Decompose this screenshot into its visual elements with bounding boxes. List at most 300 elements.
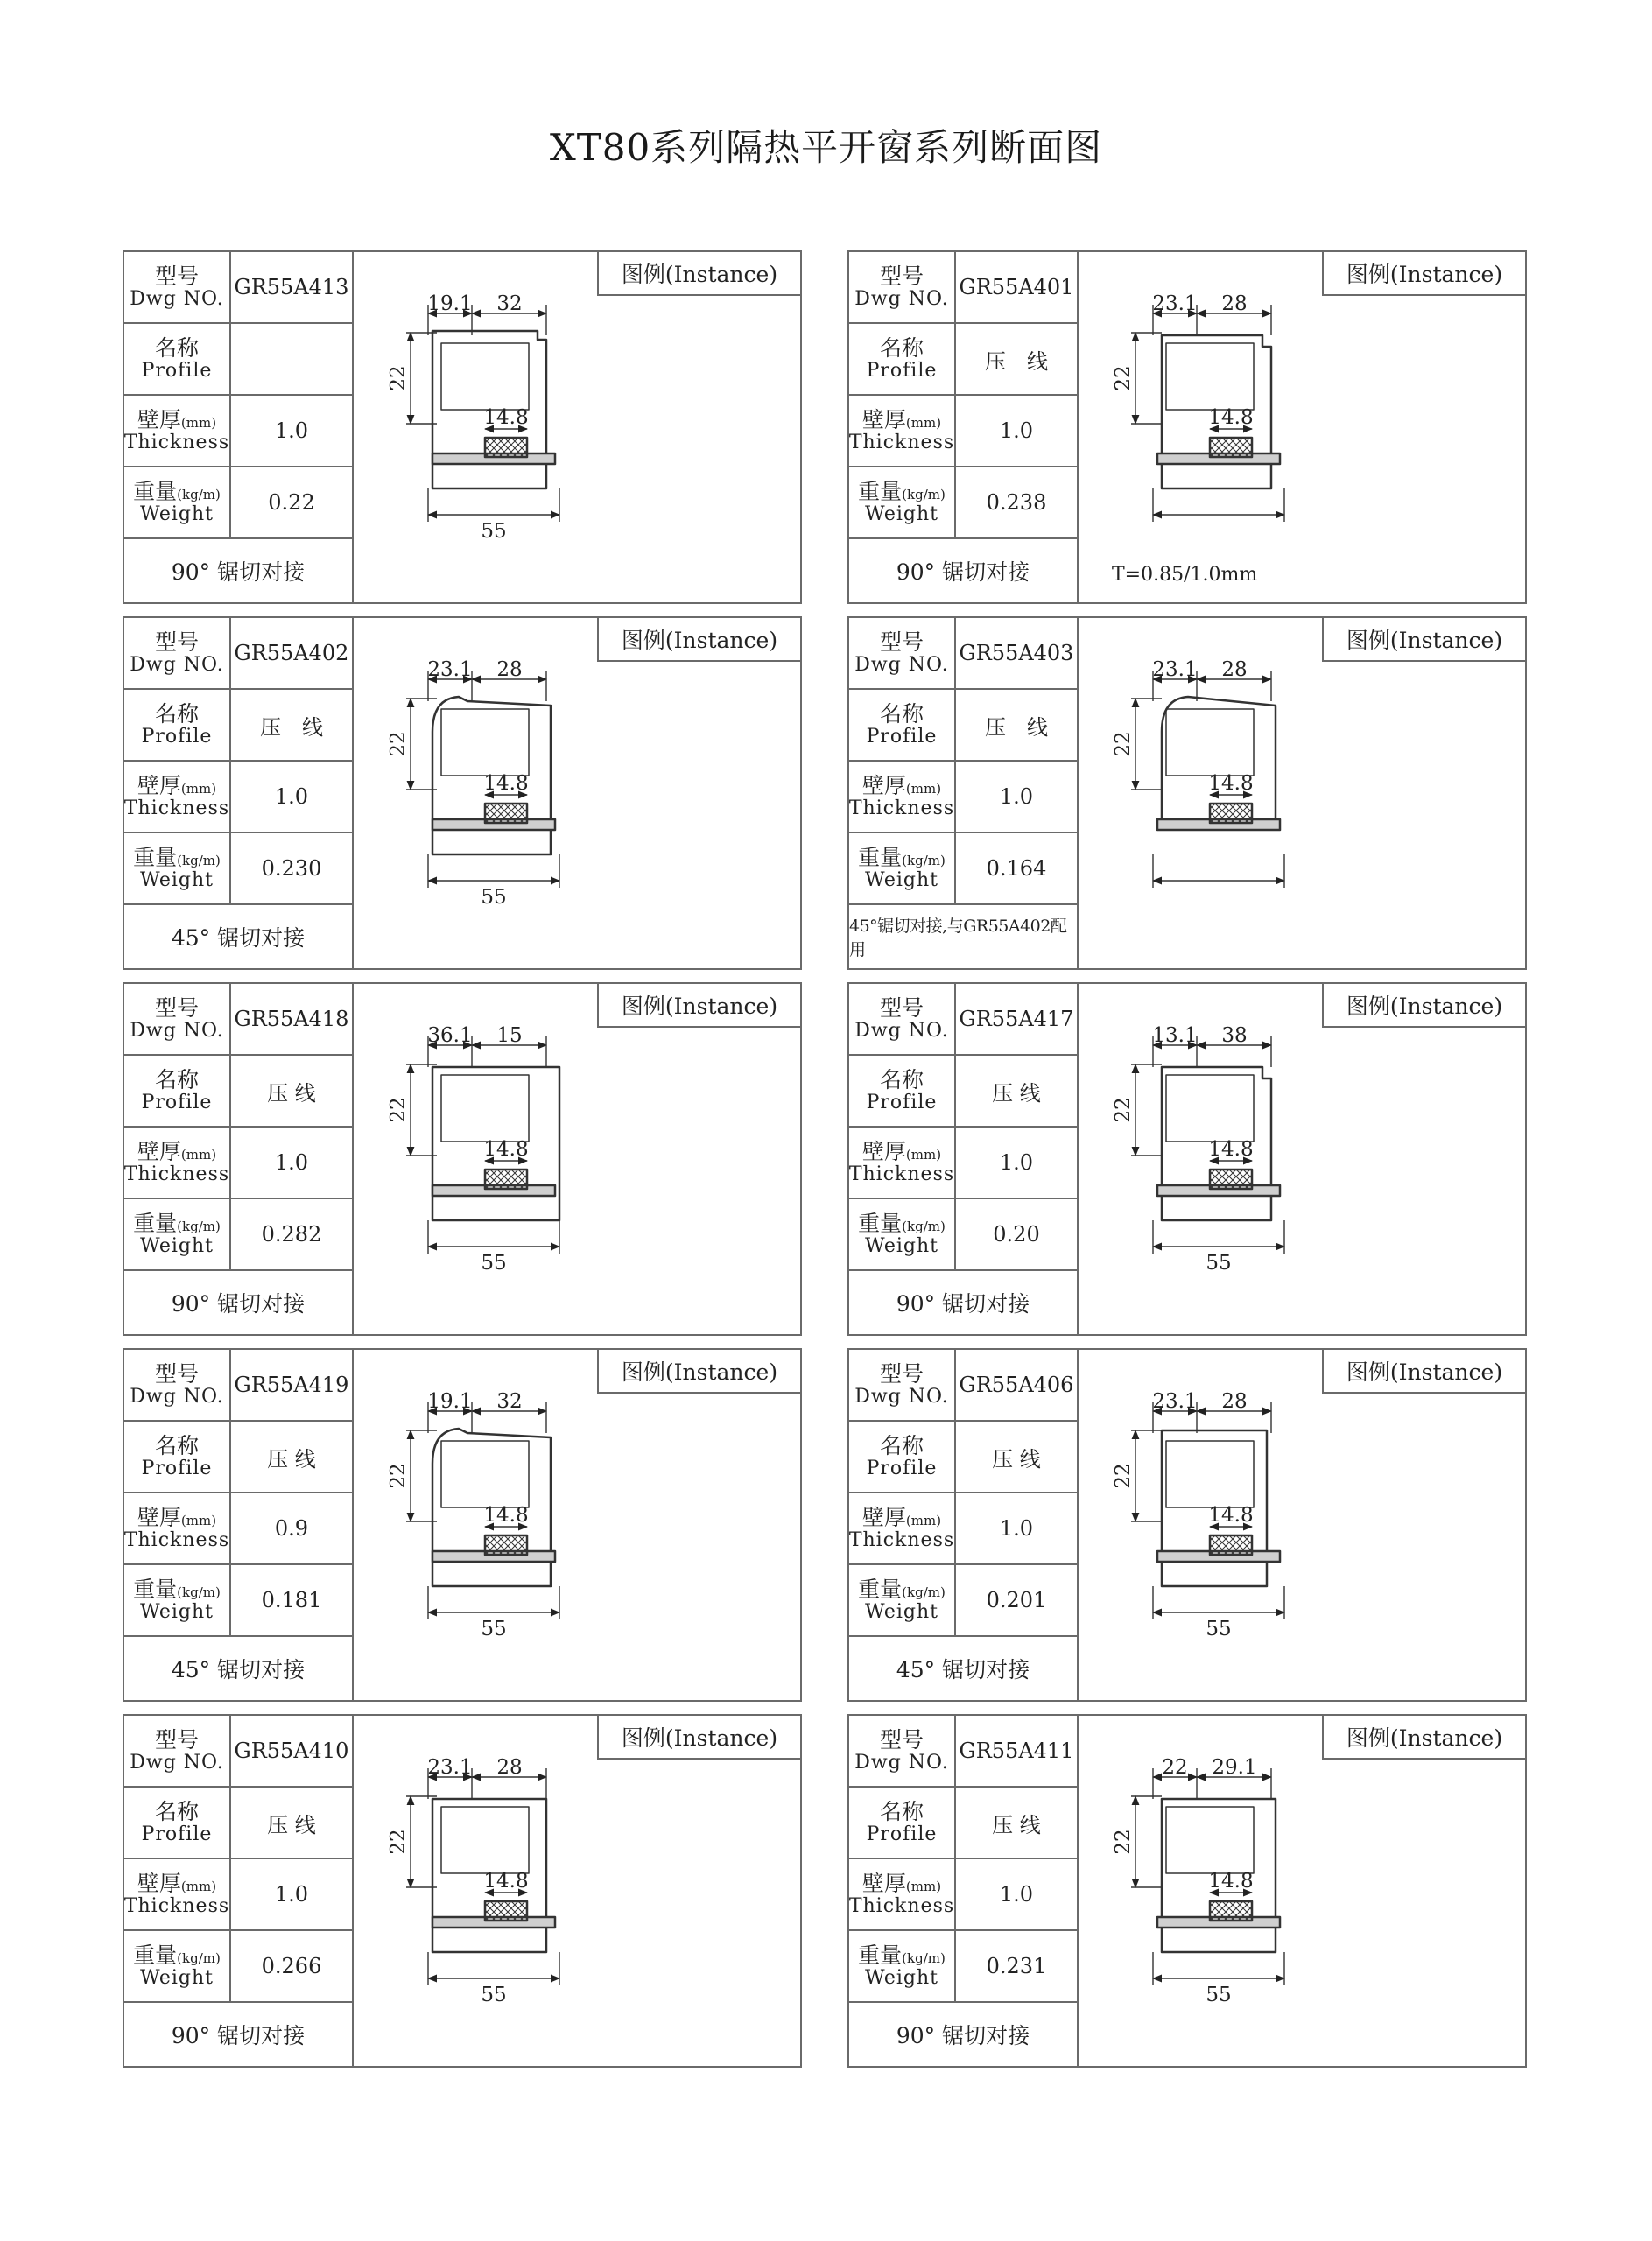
dim-height: 22 — [387, 1829, 410, 1855]
thermal-break-strip — [485, 1535, 527, 1555]
dwg-row — [849, 984, 1077, 1056]
cut-note: 45° 锯切对接 — [896, 1657, 1030, 1683]
profile-card-gr55a406 — [847, 1348, 1527, 1702]
dim-top-right: 28 — [1221, 1390, 1248, 1413]
profile-label-zh: 名称 — [154, 1799, 199, 1825]
dwg-label-zh: 型号 — [879, 995, 924, 1022]
profile-row — [124, 690, 352, 762]
profile-inner-chamber — [1166, 343, 1254, 410]
profile-row — [124, 324, 352, 396]
weight-row — [849, 1931, 1077, 2003]
dwg-label-zh: 型号 — [154, 263, 199, 290]
profile-label-zh: 名称 — [879, 335, 924, 362]
dwg-row — [124, 1350, 352, 1422]
dwg-label-zh: 型号 — [154, 629, 199, 656]
dwg-label-zh: 型号 — [154, 1727, 199, 1753]
dwg-row — [849, 1716, 1077, 1788]
weight-label — [124, 1199, 231, 1269]
spec-table — [849, 1716, 1079, 2066]
weight-zh-text: 重量 — [858, 845, 903, 871]
weight-unit: (kg/m) — [177, 487, 221, 503]
instance-label: 图例(Instance) — [1322, 618, 1525, 662]
weight-unit: (kg/m) — [902, 1950, 946, 1967]
dwg-value: GR55A401 — [959, 275, 1074, 299]
profile-value: 压 线 — [267, 1812, 316, 1837]
dwg-label-en: Dwg NO. — [130, 1751, 224, 1774]
weight-label-zh — [133, 480, 221, 504]
weight-value: 0.266 — [261, 1954, 322, 1978]
profile-card-gr55a403 — [847, 616, 1527, 970]
profile-label-en: Profile — [141, 725, 213, 748]
instance-label: 图例(Instance) — [597, 984, 800, 1028]
dwg-label — [849, 984, 956, 1054]
dwg-label-en: Dwg NO. — [130, 1385, 224, 1408]
dim-top-left: 23.1 — [427, 658, 473, 681]
profile-label-en: Profile — [141, 359, 213, 382]
dwg-value: GR55A418 — [234, 1007, 349, 1031]
profile-label-zh: 名称 — [879, 1799, 924, 1825]
thermal-break-strip — [485, 1170, 527, 1189]
thickness-label-en: Thickness — [123, 431, 230, 453]
profile-label-en: Profile — [866, 1457, 938, 1479]
thickness-label-en: Thickness — [123, 1163, 230, 1185]
thickness-label-zh — [137, 408, 216, 432]
weight-row — [124, 1565, 352, 1637]
dwg-label-zh: 型号 — [879, 263, 924, 290]
thickness-value: 1.0 — [274, 784, 309, 809]
weight-row — [849, 1199, 1077, 1271]
weight-value: 0.238 — [986, 490, 1047, 515]
profile-value: 压 线 — [260, 714, 323, 740]
dim-middle: 14.8 — [1208, 1870, 1254, 1893]
thickness-label — [124, 762, 231, 832]
instance-label: 图例(Instance) — [597, 1716, 800, 1760]
profile-label — [849, 690, 956, 760]
dim-top-right: 38 — [1221, 1024, 1248, 1047]
dwg-row — [124, 1716, 352, 1788]
spec-table — [849, 252, 1079, 602]
profile-drawing — [1079, 618, 1527, 968]
weight-zh-text: 重量 — [133, 845, 178, 871]
profile-drawing — [1079, 1716, 1527, 2066]
thickness-label — [849, 1128, 956, 1198]
instance-label: 图例(Instance) — [1322, 1716, 1525, 1760]
profile-label-en: Profile — [866, 359, 938, 382]
weight-label-zh — [858, 1943, 946, 1968]
thickness-zh-text: 壁厚 — [137, 1871, 181, 1897]
dim-middle: 14.8 — [1208, 772, 1254, 795]
thermal-break-strip — [1210, 1535, 1252, 1555]
dwg-row — [124, 252, 352, 324]
thickness-label-en: Thickness — [848, 1894, 955, 1917]
thickness-zh-text: 壁厚 — [861, 1871, 906, 1897]
profile-label-en: Profile — [866, 725, 938, 748]
weight-label-en: Weight — [865, 502, 938, 525]
thickness-unit: (mm) — [905, 781, 942, 797]
dim-width: 55 — [481, 1618, 507, 1640]
thickness-label-en: Thickness — [123, 797, 230, 819]
weight-label-zh — [858, 846, 946, 870]
dim-top-right: 32 — [496, 292, 523, 315]
dwg-label-zh: 型号 — [879, 1361, 924, 1387]
instance-label: 图例(Instance) — [597, 618, 800, 662]
profile-label — [849, 1056, 956, 1126]
profile-label-en: Profile — [141, 1457, 213, 1479]
weight-unit: (kg/m) — [902, 1219, 946, 1235]
thermal-break-strip — [1210, 1901, 1252, 1921]
thermal-break-strip — [1210, 804, 1252, 823]
thickness-zh-text: 壁厚 — [861, 1505, 906, 1531]
dim-height: 22 — [1112, 1463, 1135, 1489]
profile-label-zh: 名称 — [154, 1067, 199, 1093]
spec-table — [124, 618, 354, 968]
thickness-label-en: Thickness — [848, 797, 955, 819]
profile-label-en: Profile — [141, 1823, 213, 1845]
profile-card-gr55a413 — [123, 250, 802, 604]
profile-label — [124, 324, 231, 394]
weight-row — [849, 467, 1077, 539]
thickness-label-zh — [137, 1140, 216, 1164]
dim-top-left: 36.1 — [427, 1024, 473, 1047]
weight-label — [849, 467, 956, 537]
dim-height: 22 — [1112, 731, 1135, 757]
thickness-label-en: Thickness — [123, 1894, 230, 1917]
thickness-zh-text: 壁厚 — [861, 407, 906, 433]
dwg-label — [124, 252, 231, 322]
thickness-row — [849, 762, 1077, 833]
dim-middle: 14.8 — [483, 406, 529, 429]
weight-value: 0.20 — [993, 1222, 1040, 1247]
thickness-label-zh — [862, 1506, 941, 1530]
profile-label-zh: 名称 — [154, 1433, 199, 1459]
profile-inner-chamber — [441, 343, 529, 410]
weight-unit: (kg/m) — [902, 1584, 946, 1601]
thickness-row — [849, 1493, 1077, 1565]
thermal-break-strip — [485, 1901, 527, 1921]
weight-label-en: Weight — [140, 868, 214, 891]
profile-inner-chamber — [1166, 1441, 1254, 1507]
profile-value: 压 线 — [985, 714, 1048, 740]
dwg-label — [124, 618, 231, 688]
cut-note: 90° 锯切对接 — [896, 1291, 1030, 1317]
thickness-unit: (mm) — [180, 1147, 217, 1163]
profile-inner-chamber — [1166, 1807, 1254, 1873]
dwg-label-en: Dwg NO. — [130, 653, 224, 676]
thickness-note: T=0.85/1.0mm — [1112, 564, 1258, 586]
thickness-label-zh — [862, 1140, 941, 1164]
dwg-label — [849, 618, 956, 688]
weight-label-zh — [858, 1577, 946, 1602]
profile-shape — [1157, 697, 1280, 830]
cut-note: 90° 锯切对接 — [896, 559, 1030, 585]
dim-top-left: 13.1 — [1152, 1024, 1198, 1047]
profile-row — [124, 1056, 352, 1128]
thickness-label-en: Thickness — [848, 1528, 955, 1551]
dwg-value: GR55A417 — [959, 1007, 1074, 1031]
thickness-row — [124, 1128, 352, 1199]
thermal-break-strip — [485, 438, 527, 457]
dim-top-right: 32 — [496, 1390, 523, 1413]
profile-card-gr55a418 — [123, 982, 802, 1336]
profile-card-gr55a410 — [123, 1714, 802, 2068]
dwg-row — [849, 1350, 1077, 1422]
dim-top-right: 29.1 — [1212, 1756, 1257, 1779]
dim-height: 22 — [1112, 365, 1135, 391]
weight-label-zh — [133, 1943, 221, 1968]
profile-value: 压 线 — [267, 1446, 316, 1472]
thickness-label — [124, 396, 231, 466]
thickness-label — [124, 1128, 231, 1198]
dwg-label — [849, 1716, 956, 1786]
profile-label-zh: 名称 — [879, 1433, 924, 1459]
profile-row — [124, 1422, 352, 1493]
thickness-label-en: Thickness — [848, 1163, 955, 1185]
instance-label: 图例(Instance) — [597, 252, 800, 296]
thickness-label-zh — [137, 1872, 216, 1896]
dim-width: 55 — [481, 520, 507, 543]
thickness-unit: (mm) — [180, 1879, 217, 1895]
dim-middle: 14.8 — [483, 1870, 529, 1893]
thickness-value: 1.0 — [274, 1150, 309, 1175]
profile-value: 压 线 — [267, 1080, 316, 1106]
weight-label-en: Weight — [140, 1600, 214, 1623]
dim-top-right: 28 — [496, 1756, 523, 1779]
dim-top-left: 23.1 — [1152, 658, 1198, 681]
dim-width: 55 — [1206, 1984, 1232, 2006]
thickness-row — [849, 1128, 1077, 1199]
dwg-row — [124, 984, 352, 1056]
dim-top-left: 23.1 — [1152, 292, 1198, 315]
cut-note: 90° 锯切对接 — [896, 2023, 1030, 2048]
thickness-label-en: Thickness — [848, 431, 955, 453]
cut-note: 45°锯切对接,与GR55A402配用 — [849, 917, 1067, 959]
dwg-label-zh: 型号 — [154, 1361, 199, 1387]
weight-zh-text: 重量 — [858, 479, 903, 505]
thickness-label-zh — [862, 408, 941, 432]
profile-card-gr55a411 — [847, 1714, 1527, 2068]
weight-row — [124, 467, 352, 539]
profile-label — [124, 690, 231, 760]
profile-label — [124, 1056, 231, 1126]
dwg-label — [124, 984, 231, 1054]
dim-top-right: 28 — [1221, 658, 1248, 681]
profile-inner-chamber — [441, 1807, 529, 1873]
instance-label: 图例(Instance) — [1322, 1350, 1525, 1394]
weight-value: 0.22 — [268, 490, 315, 515]
thickness-zh-text: 壁厚 — [861, 1139, 906, 1165]
instance-label: 图例(Instance) — [1322, 984, 1525, 1028]
dim-width: 55 — [1206, 1618, 1232, 1640]
instance-label: 图例(Instance) — [597, 1350, 800, 1394]
profile-drawing — [354, 252, 802, 602]
thermal-break-strip — [1210, 438, 1252, 457]
dwg-value: GR55A406 — [959, 1373, 1074, 1397]
dim-width: 55 — [481, 1984, 507, 2006]
spec-table — [124, 984, 354, 1334]
profile-label-en: Profile — [141, 1091, 213, 1113]
profile-card-gr55a402 — [123, 616, 802, 970]
weight-label — [849, 1931, 956, 2001]
weight-zh-text: 重量 — [858, 1211, 903, 1237]
profile-card-gr55a417 — [847, 982, 1527, 1336]
profile-label-en: Profile — [866, 1823, 938, 1845]
page-title: XT80系列隔热平开窗系列断面图 — [549, 126, 1103, 169]
weight-row — [124, 1931, 352, 2003]
weight-label-en: Weight — [865, 1234, 938, 1257]
dim-height: 22 — [387, 731, 410, 757]
weight-zh-text: 重量 — [133, 1577, 178, 1603]
weight-label-en: Weight — [865, 868, 938, 891]
profile-inner-chamber — [1166, 709, 1254, 776]
dwg-row — [849, 618, 1077, 690]
thickness-value: 1.0 — [999, 1150, 1034, 1175]
weight-row — [849, 833, 1077, 905]
dim-top-left: 19.1 — [427, 1390, 473, 1413]
profile-row — [849, 324, 1077, 396]
thickness-zh-text: 壁厚 — [137, 1139, 181, 1165]
thickness-label-zh — [137, 774, 216, 798]
profile-row — [849, 1056, 1077, 1128]
weight-value: 0.201 — [986, 1588, 1047, 1612]
profile-drawing — [354, 1716, 802, 2066]
dim-middle: 14.8 — [1208, 1504, 1254, 1527]
dwg-label-en: Dwg NO. — [130, 287, 224, 310]
weight-label — [849, 1199, 956, 1269]
weight-value: 0.181 — [261, 1588, 322, 1612]
dwg-row — [849, 252, 1077, 324]
spec-table — [124, 252, 354, 602]
dim-middle: 14.8 — [483, 1138, 529, 1161]
profile-row — [124, 1788, 352, 1859]
thickness-row — [849, 396, 1077, 467]
thickness-value: 1.0 — [274, 1882, 309, 1907]
thickness-unit: (mm) — [905, 1513, 942, 1529]
thickness-value: 1.0 — [274, 418, 309, 443]
dim-middle: 14.8 — [483, 772, 529, 795]
dim-width: 55 — [481, 1252, 507, 1275]
weight-unit: (kg/m) — [177, 1219, 221, 1235]
dwg-label — [849, 1350, 956, 1420]
profile-drawing — [354, 618, 802, 968]
dim-height: 22 — [387, 1097, 410, 1123]
profile-drawing — [1079, 984, 1527, 1334]
weight-value: 0.164 — [986, 856, 1047, 881]
dwg-label — [124, 1350, 231, 1420]
dim-height: 22 — [387, 365, 410, 391]
weight-label — [849, 833, 956, 903]
profile-row — [849, 1788, 1077, 1859]
instance-label: 图例(Instance) — [1322, 252, 1525, 296]
profile-card-gr55a401 — [847, 250, 1527, 604]
profile-inner-chamber — [441, 1075, 529, 1142]
weight-zh-text: 重量 — [858, 1577, 903, 1603]
profile-inner-chamber — [441, 709, 529, 776]
cut-note: 90° 锯切对接 — [171, 1291, 306, 1317]
profile-inner-chamber — [1166, 1075, 1254, 1142]
profile-label-zh: 名称 — [154, 701, 199, 727]
cut-note: 90° 锯切对接 — [171, 559, 306, 585]
dwg-value: GR55A403 — [959, 641, 1074, 665]
spec-table — [124, 1716, 354, 2066]
weight-row — [849, 1565, 1077, 1637]
profile-label-zh: 名称 — [154, 335, 199, 362]
weight-label — [849, 1565, 956, 1635]
dwg-value: GR55A411 — [959, 1739, 1074, 1763]
weight-label — [124, 1931, 231, 2001]
spec-table — [849, 1350, 1079, 1700]
dwg-row — [124, 618, 352, 690]
weight-unit: (kg/m) — [902, 487, 946, 503]
dim-width: 55 — [481, 886, 507, 909]
dim-top-left: 22 — [1162, 1756, 1188, 1779]
weight-label-zh — [133, 1577, 221, 1602]
weight-zh-text: 重量 — [133, 1211, 178, 1237]
weight-unit: (kg/m) — [902, 853, 946, 869]
profile-label-en: Profile — [866, 1091, 938, 1113]
thickness-row — [124, 1859, 352, 1931]
weight-zh-text: 重量 — [133, 1942, 178, 1969]
dwg-label — [849, 252, 956, 322]
weight-label-zh — [133, 846, 221, 870]
profile-value: 压 线 — [985, 348, 1048, 374]
cut-note: 90° 锯切对接 — [171, 2023, 306, 2048]
weight-label — [124, 467, 231, 537]
dwg-label-en: Dwg NO. — [854, 1019, 949, 1042]
thickness-label — [124, 1859, 231, 1929]
thickness-value: 1.0 — [999, 418, 1034, 443]
thickness-label-zh — [862, 774, 941, 798]
thickness-unit: (mm) — [905, 1879, 942, 1895]
thickness-label — [124, 1493, 231, 1563]
dim-middle: 14.8 — [483, 1504, 529, 1527]
dwg-label-zh: 型号 — [879, 1727, 924, 1753]
profile-drawing — [354, 984, 802, 1334]
weight-unit: (kg/m) — [177, 1584, 221, 1601]
cut-note: 45° 锯切对接 — [171, 925, 306, 951]
weight-label-en: Weight — [865, 1600, 938, 1623]
weight-label — [124, 1565, 231, 1635]
dwg-label-en: Dwg NO. — [854, 1385, 949, 1408]
weight-unit: (kg/m) — [177, 853, 221, 869]
thickness-unit: (mm) — [905, 415, 942, 432]
dwg-value: GR55A419 — [234, 1373, 349, 1397]
thickness-label — [849, 1859, 956, 1929]
thickness-label-zh — [862, 1872, 941, 1896]
profile-drawing — [1079, 1350, 1527, 1700]
dwg-label-en: Dwg NO. — [130, 1019, 224, 1042]
dwg-value: GR55A402 — [234, 641, 349, 665]
profile-label — [849, 324, 956, 394]
dim-height: 22 — [387, 1463, 410, 1489]
profile-value — [231, 324, 352, 394]
dim-top-left: 19.1 — [427, 292, 473, 315]
dim-top-left: 23.1 — [427, 1756, 473, 1779]
thickness-value: 1.0 — [999, 1516, 1034, 1541]
dim-top-right: 15 — [496, 1024, 523, 1047]
profile-drawing — [354, 1350, 802, 1700]
weight-label-zh — [133, 1212, 221, 1236]
thickness-row — [124, 762, 352, 833]
profile-value: 压 线 — [992, 1812, 1041, 1837]
thickness-zh-text: 壁厚 — [137, 773, 181, 799]
thickness-label — [849, 762, 956, 832]
thickness-value: 1.0 — [999, 1882, 1034, 1907]
thickness-row — [124, 1493, 352, 1565]
thickness-value: 1.0 — [999, 784, 1034, 809]
weight-value: 0.230 — [261, 856, 322, 881]
weight-row — [124, 833, 352, 905]
weight-label-en: Weight — [140, 1966, 214, 1989]
